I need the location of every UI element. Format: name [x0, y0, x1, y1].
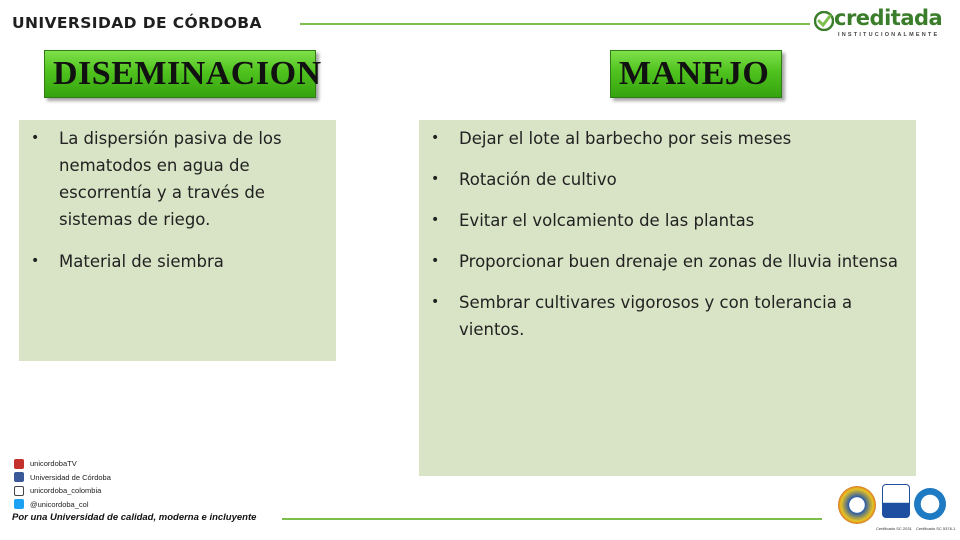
list-item — [419, 207, 916, 234]
bullet-icon: • — [431, 171, 440, 187]
list-item — [419, 166, 916, 193]
colombia-seal-icon — [838, 486, 876, 524]
list-item — [19, 125, 336, 233]
cert-right-label: Certificado SC 5376-1 — [916, 526, 956, 531]
icontec-seal-icon — [882, 484, 910, 518]
social-youtube[interactable] — [14, 457, 111, 470]
certification-seals — [838, 484, 956, 531]
check-icon — [814, 11, 834, 31]
social-label: Universidad de Córdoba — [30, 472, 111, 482]
manejo-list — [419, 120, 916, 343]
list-item — [19, 248, 336, 275]
diseminacion-panel — [19, 120, 336, 361]
manejo-heading-text: MANEJO — [619, 55, 770, 92]
facebook-icon — [14, 472, 24, 482]
diseminacion-heading-text: DISEMINACION — [53, 55, 322, 92]
bullet-icon: • — [431, 130, 440, 146]
list-item — [419, 125, 916, 152]
social-label: unicordobaTV — [30, 459, 77, 468]
list-item — [419, 289, 916, 343]
bullet-icon: • — [31, 130, 40, 146]
manejo-panel — [419, 120, 916, 476]
bullet-icon: • — [431, 212, 440, 228]
social-links — [14, 457, 111, 511]
acreditada-logo — [814, 8, 954, 42]
cert-left-label: Certificado SC 2031 — [876, 526, 912, 531]
list-item-text: Evitar el volcamiento de las plantas — [459, 211, 755, 230]
youtube-icon — [14, 459, 24, 469]
social-label: @unicordoba_col — [30, 499, 89, 509]
list-item-text: Proporcionar buen drenaje en zonas de lluvia intensa — [459, 252, 898, 271]
bullet-icon: • — [431, 294, 440, 310]
diseminacion-list — [19, 120, 336, 275]
list-item-text: La dispersión pasiva de los nematodos en agua de escorrentía y a través de sistemas de riego. — [59, 129, 282, 229]
bullet-icon: • — [431, 253, 440, 269]
twitter-icon — [14, 499, 24, 509]
instagram-icon — [14, 486, 24, 496]
list-item-text: Rotación de cultivo — [459, 170, 617, 189]
university-name: UNIVERSIDAD DE CÓRDOBA — [12, 14, 262, 32]
list-item-text: Sembrar cultivares vigorosos y con tolerancia a vientos. — [459, 293, 853, 339]
social-label: unicordoba_colombia — [30, 486, 102, 495]
acreditada-wordmark: creditada — [834, 6, 943, 30]
social-facebook[interactable] — [14, 471, 111, 484]
bullet-icon: • — [31, 253, 40, 269]
manejo-heading — [610, 50, 782, 98]
list-item — [419, 248, 916, 275]
diseminacion-heading — [44, 50, 322, 98]
social-instagram[interactable] — [14, 484, 111, 497]
social-twitter[interactable] — [14, 498, 111, 511]
footer-tagline: Por una Universidad de calidad, moderna e incluyente — [12, 512, 257, 523]
footer-divider — [282, 518, 822, 520]
header-divider — [300, 23, 810, 25]
list-item-text: Material de siembra — [59, 252, 224, 271]
acreditada-subtitle: INSTITUCIONALMENTE — [838, 32, 940, 38]
iqnet-seal-icon — [914, 488, 946, 520]
list-item-text: Dejar el lote al barbecho por seis meses — [459, 129, 792, 148]
